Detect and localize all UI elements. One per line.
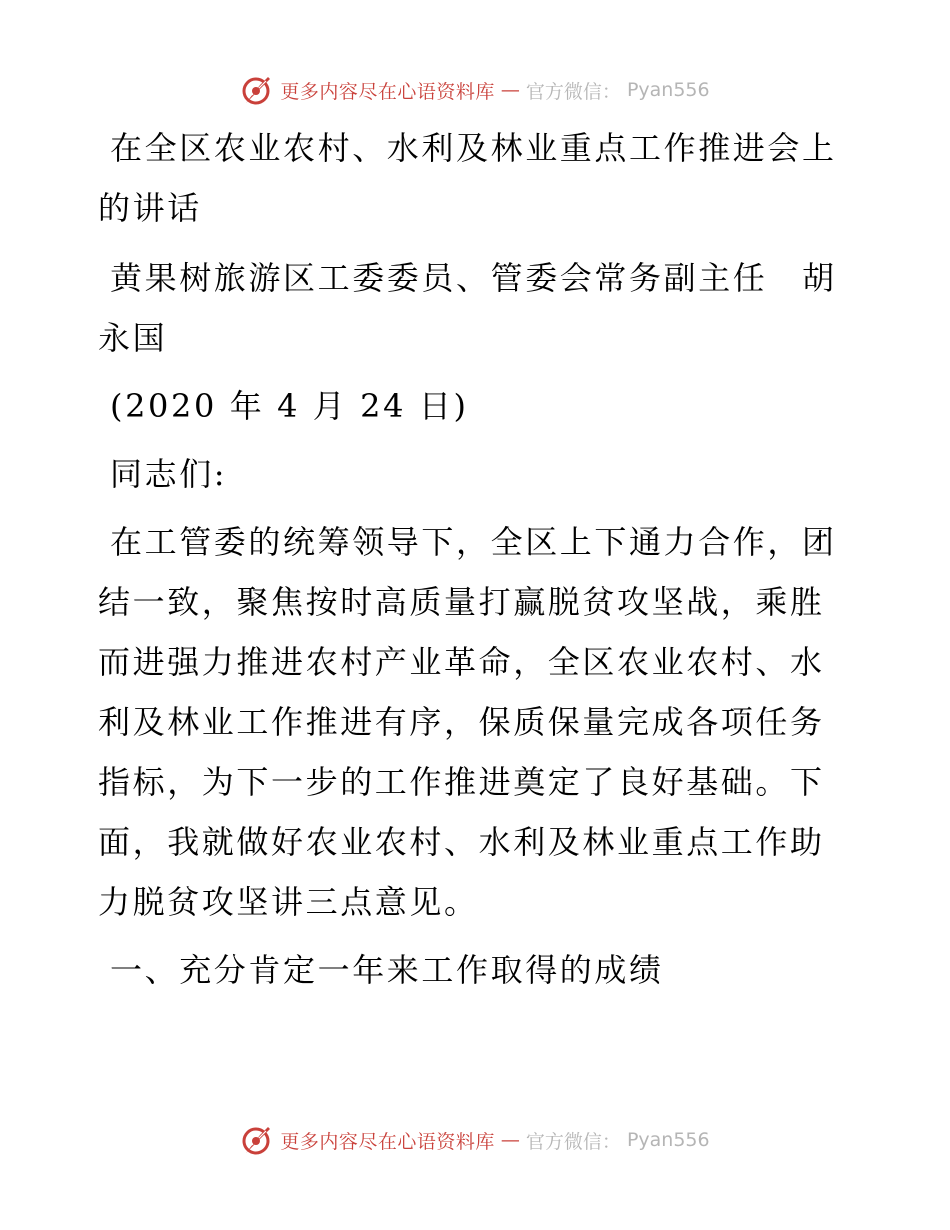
document-salutation: 同志们: — [110, 455, 228, 493]
watermark-separator: — — [500, 79, 520, 101]
watermark-wechat-label: 官方微信： — [525, 1130, 621, 1153]
document-body — [98, 118, 858, 1000]
watermark-text: 更多内容尽在心语资料库 — [280, 1130, 495, 1153]
watermark-wechat-id: Pyan556 — [626, 1129, 710, 1151]
watermark-separator: — — [500, 1129, 520, 1151]
document-title: 在全区农业农村、水利及林业重点工作推进会上的讲话 — [98, 129, 837, 227]
document-body-paragraph: 在工管委的统筹领导下，全区上下通力合作，团结一致，聚焦按时高质量打赢脱贫攻坚战，乘胜而进强力推进农村产业革命，全区农业农村、水利及林业工作推进有序，保质保量完成各项任务指标，为下一步的工作推进奠定了良好基础。下面，我就做好农业农村、水利及林业重点工作助力脱贫攻坚讲三点意见。 — [98, 523, 837, 921]
section-heading: 一、充分肯定一年来工作取得的成绩 — [110, 951, 664, 989]
quill-pen-logo-icon — [240, 1123, 274, 1157]
watermark-wechat-label: 官方微信： — [525, 80, 621, 103]
watermark-text: 更多内容尽在心语资料库 — [280, 80, 495, 103]
watermark-wechat-id: Pyan556 — [626, 79, 710, 101]
document-date: (2020 年 4 月 24 日) — [110, 387, 469, 425]
header-watermark — [0, 72, 950, 108]
document-author: 黄果树旅游区工委委员、管委会常务副主任 胡永国 — [98, 259, 837, 357]
footer-watermark — [0, 1122, 950, 1158]
quill-pen-logo-icon — [240, 73, 274, 107]
